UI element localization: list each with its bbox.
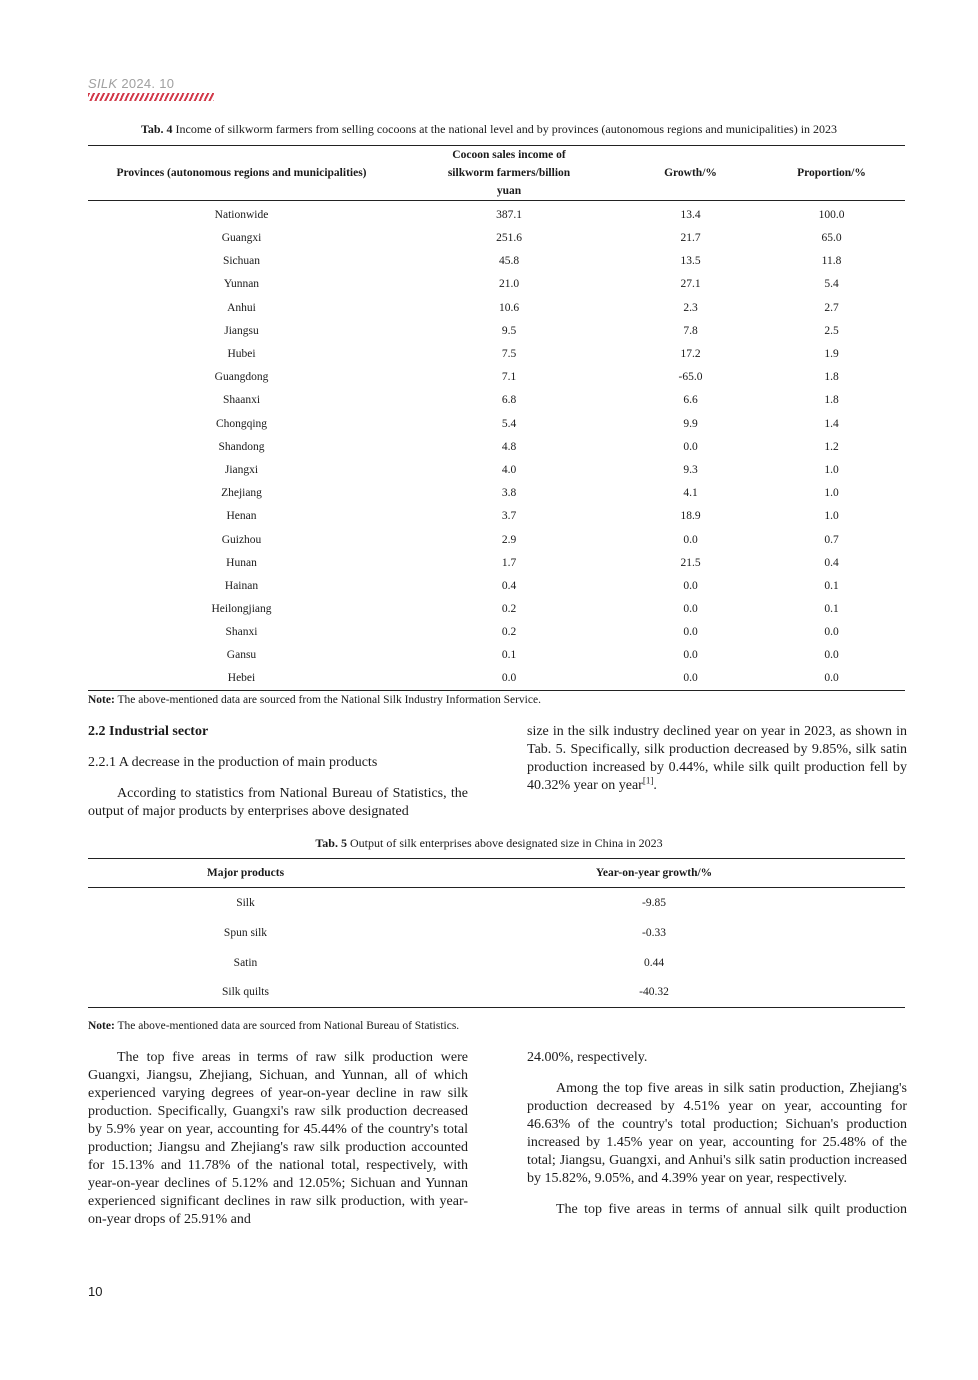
table-cell: 21.5 (680, 556, 701, 569)
table-cell: Gansu (226, 649, 257, 662)
table5-note (88, 1020, 459, 1032)
table-row (88, 201, 905, 227)
table-cell: 0.0 (683, 672, 698, 685)
table-cell: 7.8 (683, 324, 698, 337)
table-cell: 1.2 (824, 440, 839, 453)
page-number: 10 (88, 1284, 103, 1299)
table-cell: Silk quilts (222, 986, 269, 999)
table-header-row (88, 146, 905, 201)
table-row (88, 978, 905, 1008)
table-cell: Guizhou (221, 533, 262, 546)
header-stripes-decoration (88, 93, 214, 101)
table-cell: 3.8 (501, 487, 517, 500)
journal-title: SILK (88, 76, 118, 91)
journal-issue: 2024. 10 (121, 76, 175, 91)
table-cell: 0.44 (643, 956, 665, 969)
table-cell: 1.0 (824, 463, 839, 476)
left-column-lower (88, 1049, 468, 1229)
table-cell: 21.0 (498, 278, 520, 291)
paragraph-continuation: 24.00%, respectively. (527, 1050, 648, 1065)
paragraph-text: size in the silk industry declined year on year in 2023, as shown in Tab. 5. Specifically, silk production decreased by 9.85%, silk satin production increased by 0.44%, while silk quilt production fell by 40.32% year on year (527, 724, 907, 793)
table-cell: -0.33 (642, 926, 666, 939)
table-cell: 387.1 (496, 208, 522, 221)
table-cell: 0.0 (683, 579, 698, 592)
table-cell: 0.0 (683, 626, 698, 639)
table-cell: 2.5 (824, 324, 839, 337)
table-cell: Hunan (226, 556, 257, 569)
table-cell: 0.2 (501, 626, 517, 639)
paragraph: According to statistics from National Bureau of Statistics, the output of major products by enterprises above designated (88, 786, 468, 819)
table-cell: 0.4 (501, 579, 517, 592)
table-cell: 5.4 (501, 417, 517, 430)
table-cell: 9.3 (683, 463, 698, 476)
paragraph: The top five areas in terms of annual silk quilt production (556, 1202, 907, 1217)
table-cell: 0.0 (824, 672, 839, 685)
table-row (88, 319, 905, 342)
table-row (88, 412, 905, 435)
table-cell: 5.4 (824, 278, 839, 291)
table-cell: Heilongjiang (211, 603, 272, 616)
table4-note (88, 694, 541, 706)
table-row (88, 551, 905, 574)
journal-name (88, 76, 214, 91)
table5 (88, 858, 905, 1008)
table-row (88, 644, 905, 667)
table-cell: 0.4 (824, 556, 839, 569)
table-row (88, 918, 905, 948)
table-cell: 18.9 (680, 510, 701, 523)
table-cell: Shandong (218, 440, 265, 453)
table-cell: 13.4 (680, 208, 701, 221)
table-cell: 0.1 (501, 649, 517, 662)
table-cell: Hainan (224, 579, 259, 592)
note-text: The above-mentioned data are sourced from National Bureau of Statistics. (114, 1020, 460, 1032)
table-cell: 0.0 (824, 649, 839, 662)
column-header: Growth/% (623, 146, 758, 201)
table-cell: 10.6 (498, 301, 520, 314)
table-cell: 1.8 (824, 371, 839, 384)
column-header: Year-on-year growth/% (403, 859, 905, 888)
table-row (88, 227, 905, 250)
table-cell: 4.1 (683, 487, 698, 500)
table-row (88, 389, 905, 412)
table-cell: 4.8 (501, 440, 517, 453)
table-cell: Anhui (227, 301, 256, 314)
table-row (88, 528, 905, 551)
table-cell: 4.0 (501, 463, 517, 476)
table-cell: 0.0 (683, 649, 698, 662)
table-cell: Silk (236, 896, 255, 909)
table-cell: Sichuan (222, 255, 261, 268)
table-row (88, 273, 905, 296)
table5-caption-text: Output of silk enterprises above designated size in China in 2023 (346, 836, 663, 850)
table-cell: -9.85 (642, 896, 666, 909)
table-cell: 3.7 (501, 510, 517, 523)
table-cell: 0.0 (501, 672, 517, 685)
table-cell: Yunnan (223, 278, 260, 291)
table-row (88, 574, 905, 597)
paragraph (527, 723, 907, 795)
table-row (88, 888, 905, 918)
column-header: Provinces (autonomous regions and municipalities) (88, 146, 395, 201)
note-label: Note: (88, 1020, 115, 1032)
column-header: Cocoon sales income of silkworm farmers/billion yuan (395, 146, 623, 201)
table-cell: 251.6 (496, 232, 522, 245)
table-row (88, 598, 905, 621)
table-row (88, 342, 905, 365)
table-cell: -65.0 (678, 371, 703, 384)
table-cell: -40.32 (639, 986, 669, 999)
section-heading: 2.2 Industrial sector (88, 724, 209, 739)
paragraph: The top five areas in terms of raw silk production were Guangxi, Jiangsu, Zhejiang, Sichuan, and Yunnan, all of which experienced varying degrees of year-on-year decline in raw silk production. Specifically, Guangxi's raw silk production decreased by 5.9% year on year, accounting for 45.44% of the country's total production; Jiangsu and Zhejiang's raw silk production accounted for 15.13% and 11.78% of the national total, respectively, with year-on-year declines of 5.12% and 12.05%; Sichuan and Yunnan experienced significant declines in raw silk production, with year-on-year drops of 25.91% and (88, 1050, 468, 1227)
table-row (88, 250, 905, 273)
table4-caption-label: Tab. 4 (140, 122, 173, 136)
table-cell: Jiangsu (224, 324, 259, 337)
table-cell: Satin (233, 956, 258, 969)
table-row (88, 458, 905, 481)
table-row (88, 366, 905, 389)
right-column-lower (527, 1049, 907, 1219)
paragraph: Among the top five areas in silk satin production, Zhejiang's production decreased by 4.51% year on year, accounting for 46.63% of the country's total production; Sichuan's production increased by 1.45% year on year, accounting for 25.48% of the total; Jiangsu, Guangxi, and Anhui's silk satin production increased by 15.82%, 9.05%, and 4.39% year on year, respectively. (527, 1081, 907, 1186)
left-column-upper (88, 723, 468, 821)
citation-reference: [1] (642, 775, 654, 786)
table-cell: Shaanxi (222, 394, 261, 407)
table-cell: 0.2 (501, 603, 517, 616)
table-cell: 11.8 (821, 255, 842, 268)
table4-caption-text: Income of silkworm farmers from selling cocoons at the national level and by provinces (autonomous regions and municipalities) in 2023 (172, 122, 838, 136)
table-cell: Jiangxi (224, 463, 259, 476)
table-cell: 17.2 (680, 348, 701, 361)
table-cell: 7.5 (501, 348, 517, 361)
table-cell: 0.7 (824, 533, 839, 546)
table-cell: 6.6 (683, 394, 698, 407)
table-cell: 0.0 (824, 626, 839, 639)
table-cell: 1.9 (824, 348, 839, 361)
table-row (88, 667, 905, 690)
table-row (88, 621, 905, 644)
table-cell: 1.7 (501, 556, 517, 569)
table-cell: 1.0 (824, 510, 839, 523)
note-text: The above-mentioned data are sourced from the National Silk Industry Information Service. (114, 694, 541, 706)
table-cell: 9.9 (683, 417, 698, 430)
table5-caption-label: Tab. 5 (315, 836, 347, 850)
table-cell: 45.8 (498, 255, 520, 268)
table-cell: 1.4 (824, 417, 839, 430)
table-cell: 2.7 (824, 301, 839, 314)
table-cell: 7.1 (501, 371, 517, 384)
table-header-row (88, 859, 905, 888)
column-header: Major products (88, 859, 403, 888)
table-cell: Spun silk (223, 926, 268, 939)
table-cell: 1.8 (824, 394, 839, 407)
table-cell: 2.3 (683, 301, 698, 314)
table-cell: Hubei (227, 348, 256, 361)
table-cell: 1.0 (824, 487, 839, 500)
table-row (88, 482, 905, 505)
table4 (88, 145, 905, 691)
table-cell: Hebei (227, 672, 256, 685)
table-cell: Chongqing (215, 417, 268, 430)
table-row (88, 948, 905, 978)
table-cell: Guangxi (221, 232, 262, 245)
table4-caption (0, 122, 978, 137)
paragraph-end: . (653, 778, 657, 793)
table-cell: 0.0 (683, 603, 698, 616)
table-cell: Zhejiang (221, 487, 262, 500)
table-cell: 9.5 (501, 324, 517, 337)
table-cell: 13.5 (680, 255, 701, 268)
table-cell: 0.0 (683, 440, 698, 453)
table-cell: 0.1 (824, 579, 839, 592)
journal-header (88, 76, 214, 101)
table-cell: 2.9 (501, 533, 517, 546)
table-row (88, 296, 905, 319)
note-label: Note: (88, 694, 115, 706)
table-cell: 0.1 (824, 603, 839, 616)
column-header: Proportion/% (758, 146, 905, 201)
table-row (88, 435, 905, 458)
table-row (88, 505, 905, 528)
subsection-heading: 2.2.1 A decrease in the production of main products (88, 755, 378, 770)
table-cell: Henan (226, 510, 257, 523)
table-cell: 27.1 (680, 278, 701, 291)
table-cell: Guangdong (214, 371, 269, 384)
table-cell: 6.8 (501, 394, 517, 407)
table-cell: Shanxi (225, 626, 258, 639)
table-cell: 100.0 (818, 208, 845, 221)
table-cell: 65.0 (821, 232, 842, 245)
table5-caption (0, 836, 978, 851)
table-cell: 21.7 (680, 232, 701, 245)
right-column-upper (527, 723, 907, 795)
table-cell: Nationwide (214, 208, 269, 221)
table-cell: 0.0 (683, 533, 698, 546)
